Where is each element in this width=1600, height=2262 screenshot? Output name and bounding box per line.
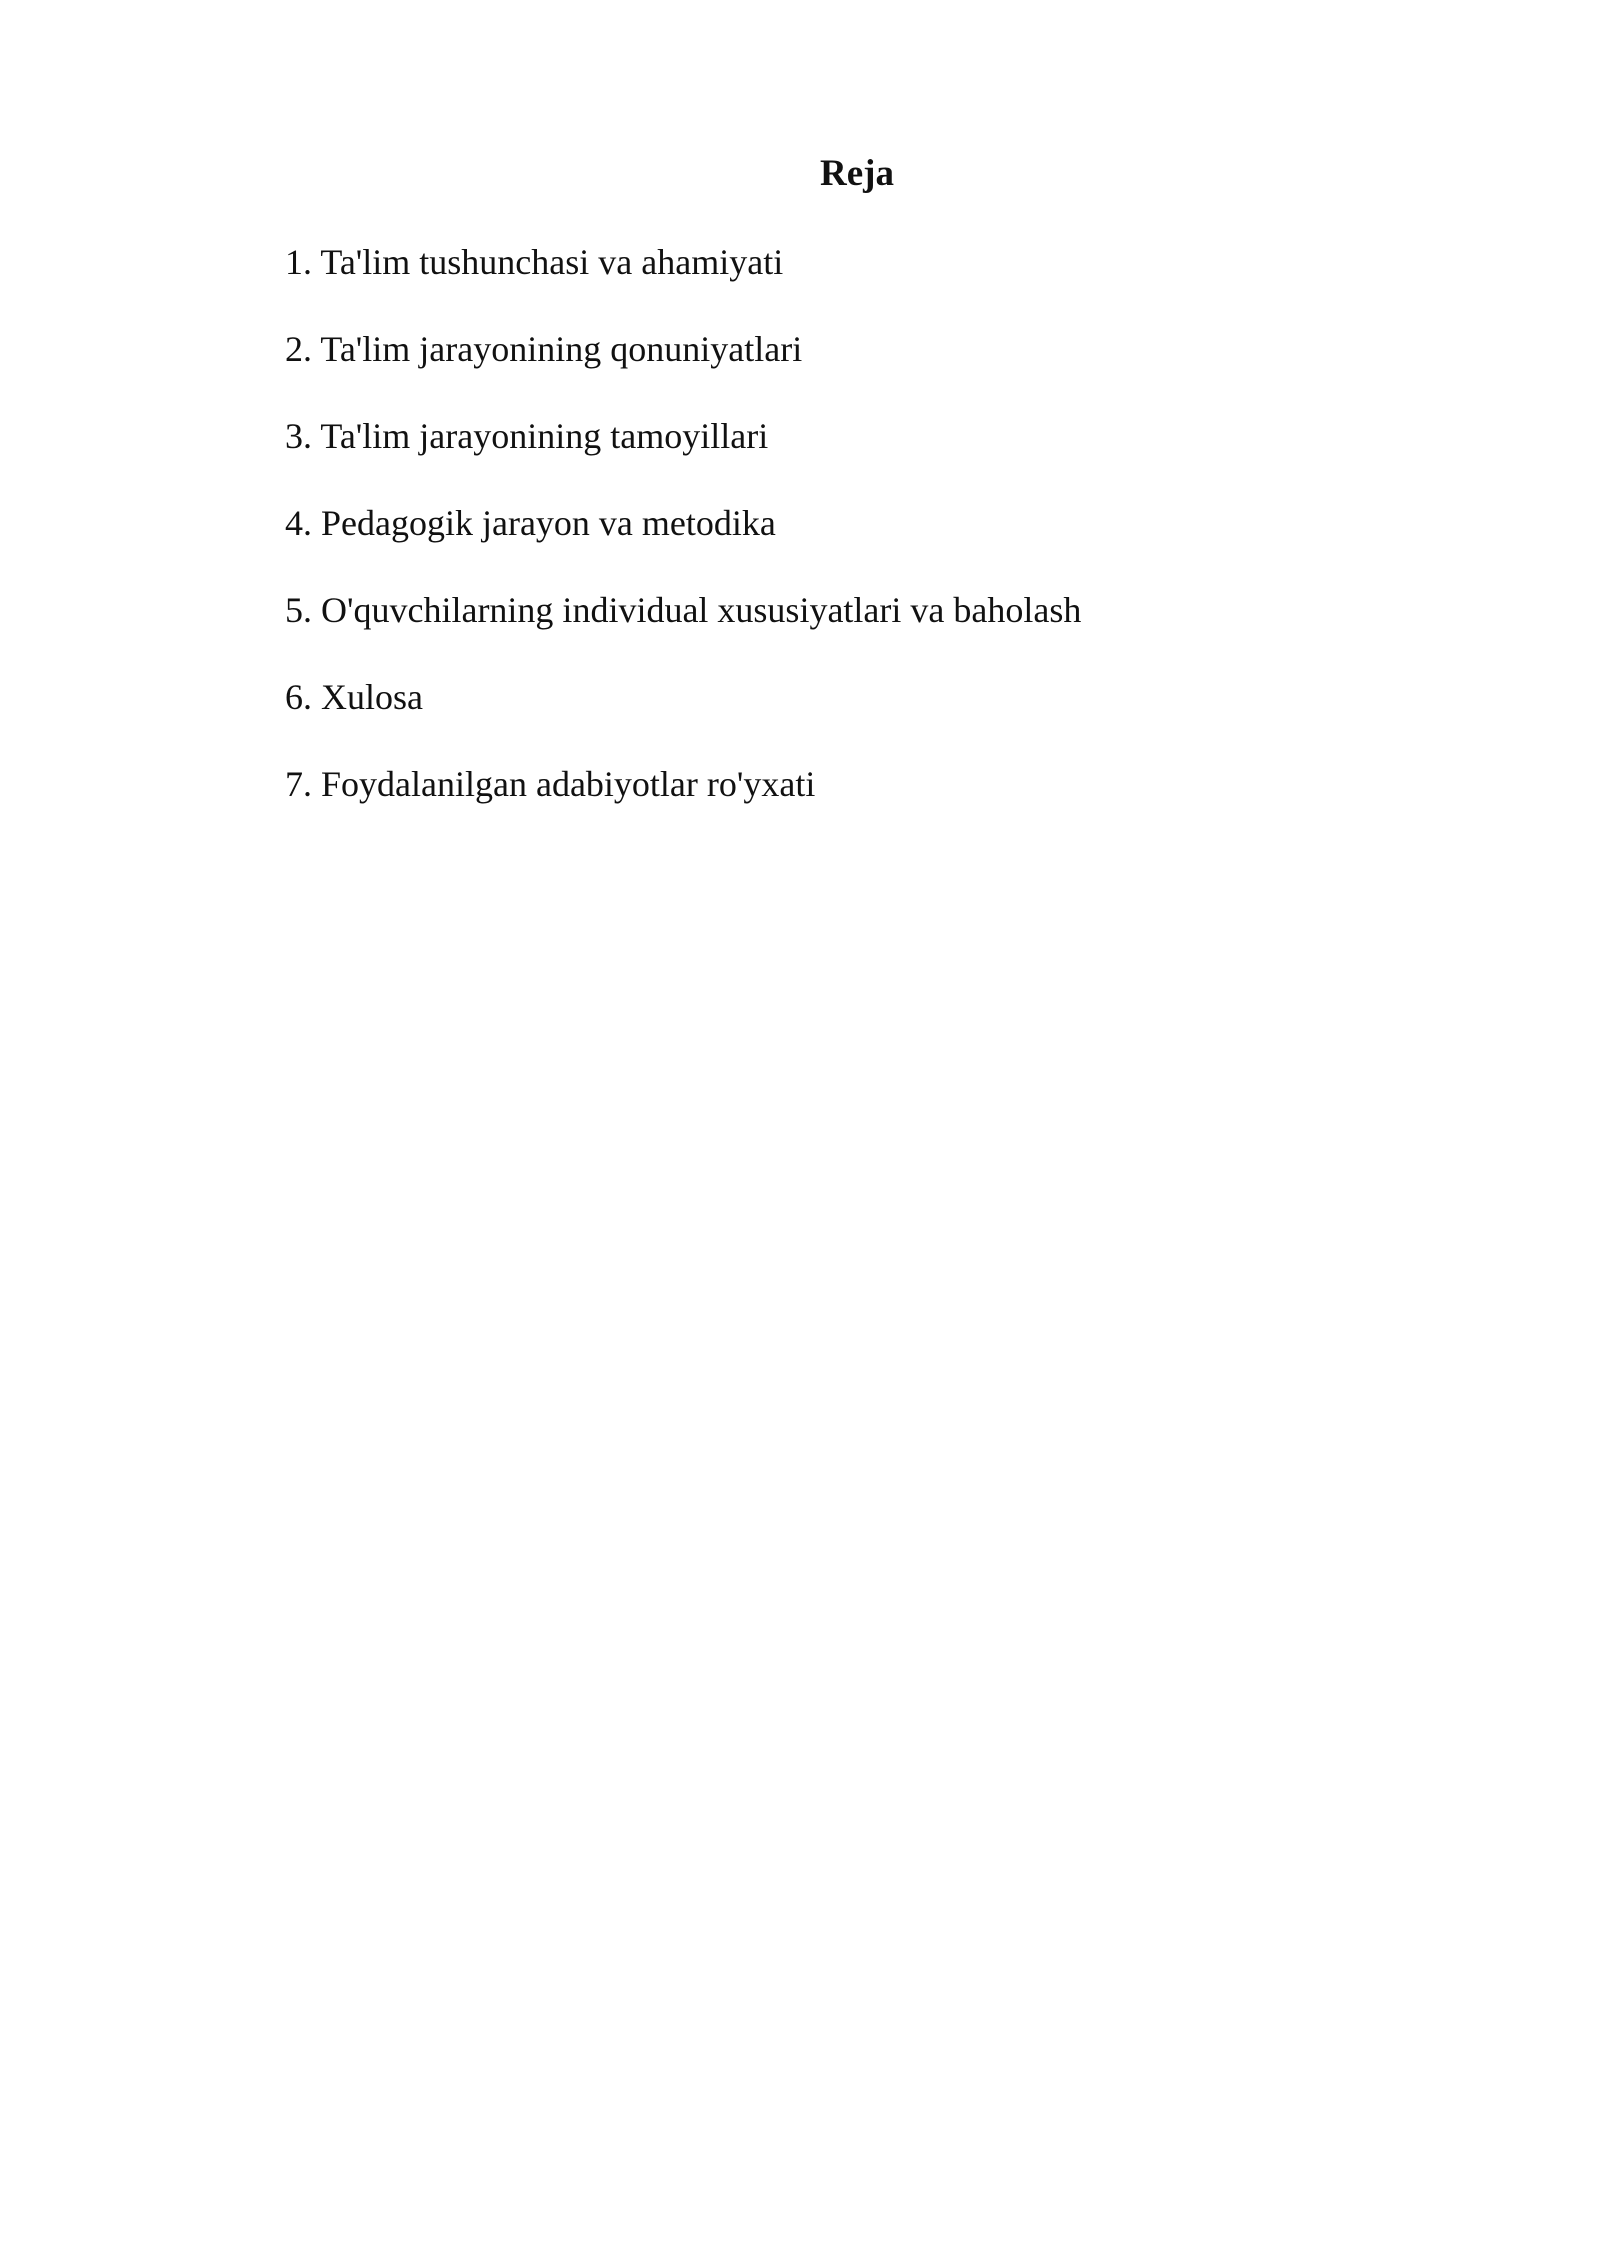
- plan-list: [285, 240, 1081, 849]
- plan-item-5: 5. O'quvchilarning individual xususiyatlari va baholash: [285, 590, 1082, 630]
- plan-item-1: 1. Ta'lim tushunchasi va ahamiyati: [285, 242, 784, 282]
- plan-item-4: 4. Pedagogik jarayon va metodika: [285, 503, 776, 543]
- plan-item-3: 3. Ta'lim jarayonining tamoyillari: [285, 416, 769, 456]
- plan-item-2: 2. Ta'lim jarayonining qonuniyatlari: [285, 329, 803, 369]
- plan-item-7: 7. Foydalanilgan adabiyotlar ro'yxati: [285, 764, 816, 804]
- plan-item-6: 6. Xulosa: [285, 677, 423, 717]
- page-title: Reja: [820, 153, 894, 194]
